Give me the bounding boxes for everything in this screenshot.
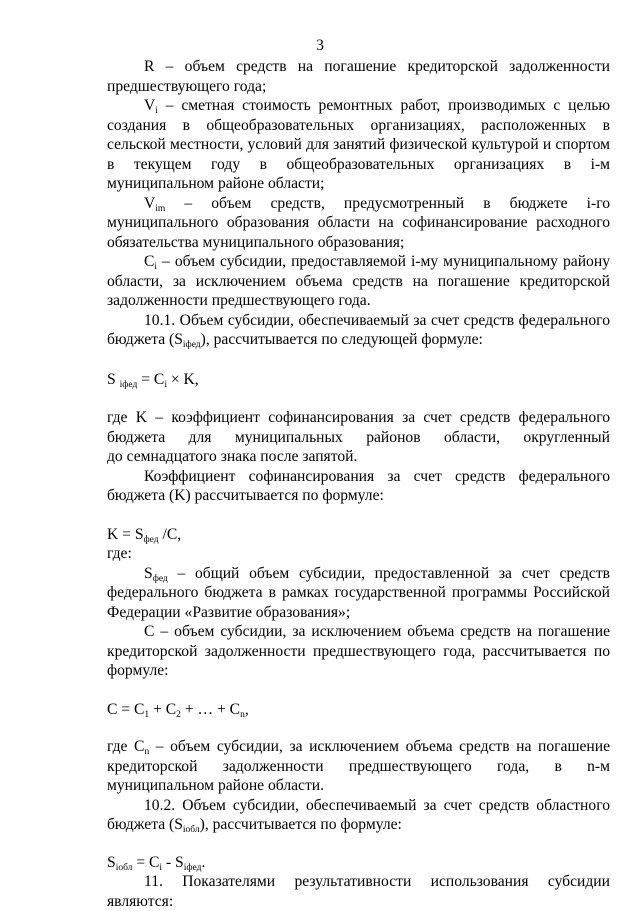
symbol: S — [144, 564, 153, 582]
subscript: i — [155, 106, 158, 116]
paragraph-k-definition: где K – коэффициент софинансирования за счет средств федерального бюджета для муниципальных районов области, округленный — [107, 409, 610, 446]
paragraph-cn-definition: где $C_n$ – объем субсидии, за исключением объема средств на погашение кредиторской задолженности предшествующего года, в n-м муниципальном районе области. — [107, 738, 610, 794]
definition-text: – сметная стоимость ремонтных работ, производимых с целью создания в общеобразовательных организациях, расположенных в сельской местности, условий для занятий физической культурой и спортом в текущем году в общеобразовательных организациях в i-м муниципальном районе области; — [107, 97, 610, 192]
symbol: V — [144, 97, 156, 114]
subscript: im — [155, 203, 166, 214]
page-number: 3 — [316, 37, 324, 54]
subscript: iфед — [182, 340, 201, 350]
paragraph-11: 11. Показателями результативности использования субсидии являются: — [107, 873, 610, 910]
paragraph-ci-definition — [107, 252, 610, 311]
subscript: i — [154, 262, 158, 272]
definition-text: – объем средств, предусмотренный в бюджете i-го муниципального образования области на софинансирование расходного обязательства муниципального образования; — [107, 194, 610, 251]
formula-s-iobl: $S_{iобл} = C_i - S_{iфед}$. — [107, 853, 206, 873]
paragraph-k-formula-intro: Коэффициент софинансирования за счет средств федерального бюджета (K) рассчитывается по формуле: — [107, 467, 610, 504]
label-where: где: — [107, 545, 132, 562]
subscript: фед — [152, 573, 168, 584]
subscript: n — [144, 747, 150, 757]
paragraph-k-definition-end: до семнадцатого знака после запятой. — [107, 448, 358, 465]
paragraph-vim-definition — [107, 194, 610, 253]
paragraph-sfed-definition — [107, 564, 610, 623]
paragraph-10-2: 10.2. Объем субсидии, обеспечиваемый за счет средств областного бюджета $(S_{iобл})$, рассчитывается по формуле: — [107, 796, 610, 835]
paragraph-vi-definition — [107, 96, 610, 194]
paragraph-r-definition: R – объем средств на погашение кредиторской задолженности предшествующего года; — [107, 58, 610, 95]
paragraph-10-1: 10.1. Объем субсидии, обеспечиваемый за счет средств федерального бюджета $(S_{iфед})$, рассчитывается по следующей формуле: — [107, 311, 610, 350]
formula-c-sum: $C = C_1 + C_2$ + … + $C_n$, — [107, 700, 249, 720]
document-body — [107, 57, 610, 911]
paragraph-c-definition: C – объем субсидии, за исключением объема средств на погашение кредиторской задолженности предшествующего года, рассчитывается по формуле: — [107, 623, 610, 679]
symbol: C — [144, 253, 155, 270]
definition-text: – объем субсидии, предоставляемой i-му муниципальному району области, за исключением объема средств на погашение кредиторской задолженности предшествующего года. — [107, 253, 610, 309]
symbol: V — [144, 194, 156, 212]
subscript: iобл — [182, 825, 200, 835]
definition-text: – общий объем субсидии, предоставленной за счет средств федерального бюджета в рамках государственной программы Российской Федерации «Развитие образования»; — [107, 564, 610, 621]
formula-s-ifed: S $_{iфед} = C_i \times K$, — [107, 370, 199, 390]
formula-k: $K = S_{фед}$ /C, — [107, 525, 182, 545]
